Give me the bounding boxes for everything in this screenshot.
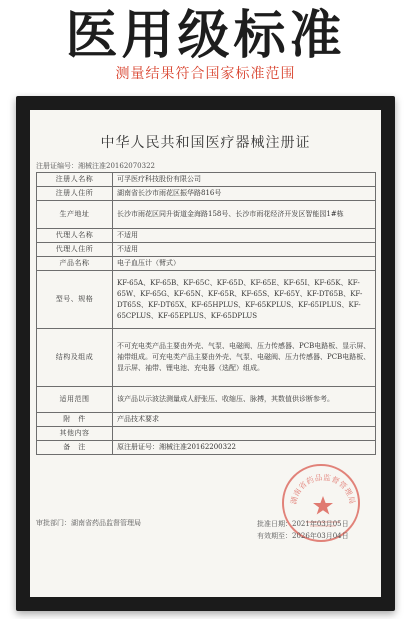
table-row	[37, 387, 376, 413]
row-label: 适用范围	[37, 387, 113, 413]
row-value	[113, 427, 376, 441]
row-value: 可孚医疗科技股份有限公司	[113, 173, 376, 187]
certificate-frame	[16, 96, 395, 611]
table-row	[37, 229, 376, 243]
table-row	[37, 427, 376, 441]
table-row	[37, 271, 376, 329]
table-row	[37, 243, 376, 257]
page-headline: 医用级标准	[65, 6, 346, 66]
row-label: 备 注	[37, 441, 113, 455]
approving-department: 审批部门：湖南省药品监督管理局	[36, 519, 141, 527]
row-value: 产品技术要求	[113, 413, 376, 427]
table-row	[37, 413, 376, 427]
row-label: 注册人住所	[37, 187, 113, 201]
row-value: 原注册证号：湘械注准20162200322	[113, 441, 376, 455]
table-row	[37, 187, 376, 201]
row-label: 注册人名称	[37, 173, 113, 187]
row-value: 电子血压计（臂式）	[113, 257, 376, 271]
row-value: 不可充电类产品主要由外壳、气泵、电磁阀、压力传感器、PCB电路板、显示屏、袖带组成。可充电类产品主要由外壳、气泵、电磁阀、压力传感器、PCB电路板、显示屏、袖带、锂电池、充电器（选配）组成。	[113, 329, 376, 387]
table-row	[37, 201, 376, 229]
row-label: 代理人住所	[37, 243, 113, 257]
approval-date: 批准日期：2021年03月05日	[257, 520, 349, 528]
seal-text: 湖南省药品监督管理局	[288, 472, 358, 506]
row-value: 长沙市雨花区同升街道金海路158号、长沙市雨花经济开发区智能园1#栋	[113, 201, 376, 229]
row-value: 该产品以示波法测量成人舒张压、收缩压、脉搏，其数值供诊断参考。	[113, 387, 376, 413]
approval-dates	[257, 518, 377, 542]
valid-until-date: 有效期至：2026年03月04日	[257, 532, 349, 540]
certificate-paper	[30, 110, 381, 597]
row-label: 产品名称	[37, 257, 113, 271]
row-label: 生产地址	[37, 201, 113, 229]
seal-star-icon	[313, 496, 333, 515]
row-label: 其他内容	[37, 427, 113, 441]
table-row	[37, 173, 376, 187]
row-label: 代理人名称	[37, 229, 113, 243]
table-row	[37, 441, 376, 455]
table-row	[37, 329, 376, 387]
page-subtitle: 测量结果符合国家标准范围	[115, 66, 296, 82]
row-value: 不适用	[113, 243, 376, 257]
registration-number: 注册证编号：湘械注准20162070322	[36, 162, 155, 170]
certificate-table	[36, 172, 376, 455]
certificate-title: 中华人民共和国医疗器械注册证	[100, 135, 311, 151]
row-value: 不适用	[113, 229, 376, 243]
row-value: KF-65A、KF-65B、KF-65C、KF-65D、KF-65E、KF-65I、KF-65K、KF-65W、KF-65G、KF-65N、KF-65R、KF-65S、KF-65Y、KF-DT65B、KF-DT65S、KF-DT65X、KF-65HPLUS、KF-65KPLUS、KF-65IPLUS、KF-65CPLUS、KF-65EPLUS、KF-65DPLUS	[113, 271, 376, 329]
row-label: 结构及组成	[37, 329, 113, 387]
row-label: 型号、规格	[37, 271, 113, 329]
table-row	[37, 257, 376, 271]
row-value: 湖南省长沙市雨花区振华路816号	[113, 187, 376, 201]
row-label: 附 件	[37, 413, 113, 427]
